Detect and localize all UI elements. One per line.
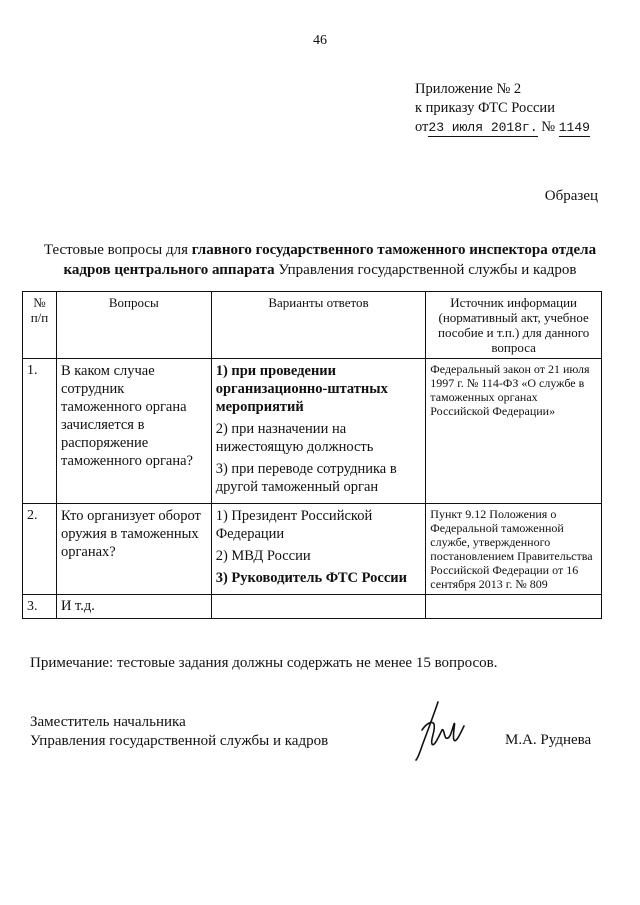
table-row xyxy=(23,359,602,504)
row-answers xyxy=(211,504,426,595)
row-answers xyxy=(211,359,426,504)
row-question: И т.д. xyxy=(56,595,211,619)
signer-title xyxy=(30,713,328,751)
table-row xyxy=(23,595,602,619)
order-number: 1149 xyxy=(558,120,590,135)
questions-table xyxy=(22,291,602,619)
header-source: Источник информации (нормативный акт, учебное пособие и т.п.) для данного вопроса xyxy=(426,292,602,359)
handwritten-signature-icon xyxy=(408,700,468,767)
row-answers xyxy=(211,595,426,619)
date-prefix: от xyxy=(415,119,429,135)
row-source xyxy=(426,595,602,619)
appendix-date-line xyxy=(415,118,590,137)
row-question: В каком случае сотрудник таможенного органа зачисляется в распоряжение таможенного органа? xyxy=(56,359,211,504)
answer-option: 2) при назначении на нижестоящую должность xyxy=(215,421,374,455)
appendix-line-1: Приложение № 2 xyxy=(415,81,522,97)
header-answers: Варианты ответов xyxy=(211,292,426,359)
row-source: Пункт 9.12 Положения о Федеральной таможенной службе, утвержденного постановлением Правительства Российской Федерации от 16 сентября 2013 г. № 809 xyxy=(426,504,602,595)
appendix-line-2: к приказу ФТС России xyxy=(415,100,555,116)
answer-correct: 3) Руководитель ФТС России xyxy=(215,570,407,586)
row-number: 3. xyxy=(23,595,57,619)
appendix-block xyxy=(415,80,590,137)
signer-title-line-1: Заместитель начальника xyxy=(30,714,186,730)
row-number: 1. xyxy=(23,359,57,504)
signer-title-line-2: Управления государственной службы и кадров xyxy=(30,733,329,749)
answer-option: 1) Президент Российской Федерации xyxy=(215,508,373,542)
row-question: Кто организует оборот оружия в таможенных органах? xyxy=(56,504,211,595)
answer-correct: 1) при проведении организационно-штатных мероприятий xyxy=(215,363,388,415)
title-bold-part: главного государственного таможенного инспектора отдела кадров центрального аппарата xyxy=(63,242,597,278)
title-part-2: Управления государственной службы и кадров xyxy=(274,262,577,278)
table-header-row xyxy=(23,292,602,359)
header-number: № п/п xyxy=(23,292,57,359)
document-title xyxy=(30,240,610,280)
row-number: 2. xyxy=(23,504,57,595)
table-row xyxy=(23,504,602,595)
signer-name: М.А. Руднева xyxy=(505,732,592,748)
date-value: 23 июля 2018г. xyxy=(428,120,538,135)
row-source: Федеральный закон от 21 июля 1997 г. № 114-ФЗ «О службе в таможенных органах Российской Федерации» xyxy=(426,359,602,504)
note-text: Примечание: тестовые задания должны содержать не менее 15 вопросов. xyxy=(30,655,498,671)
answer-option: 3) при переводе сотрудника в другой таможенный орган xyxy=(215,461,397,495)
answer-option: 2) МВД России xyxy=(215,548,311,564)
number-sign: № xyxy=(541,119,556,135)
header-question: Вопросы xyxy=(56,292,211,359)
title-part-1: Тестовые вопросы для xyxy=(43,242,192,258)
page-number: 46 xyxy=(313,33,327,48)
sample-label: Образец xyxy=(544,188,598,204)
